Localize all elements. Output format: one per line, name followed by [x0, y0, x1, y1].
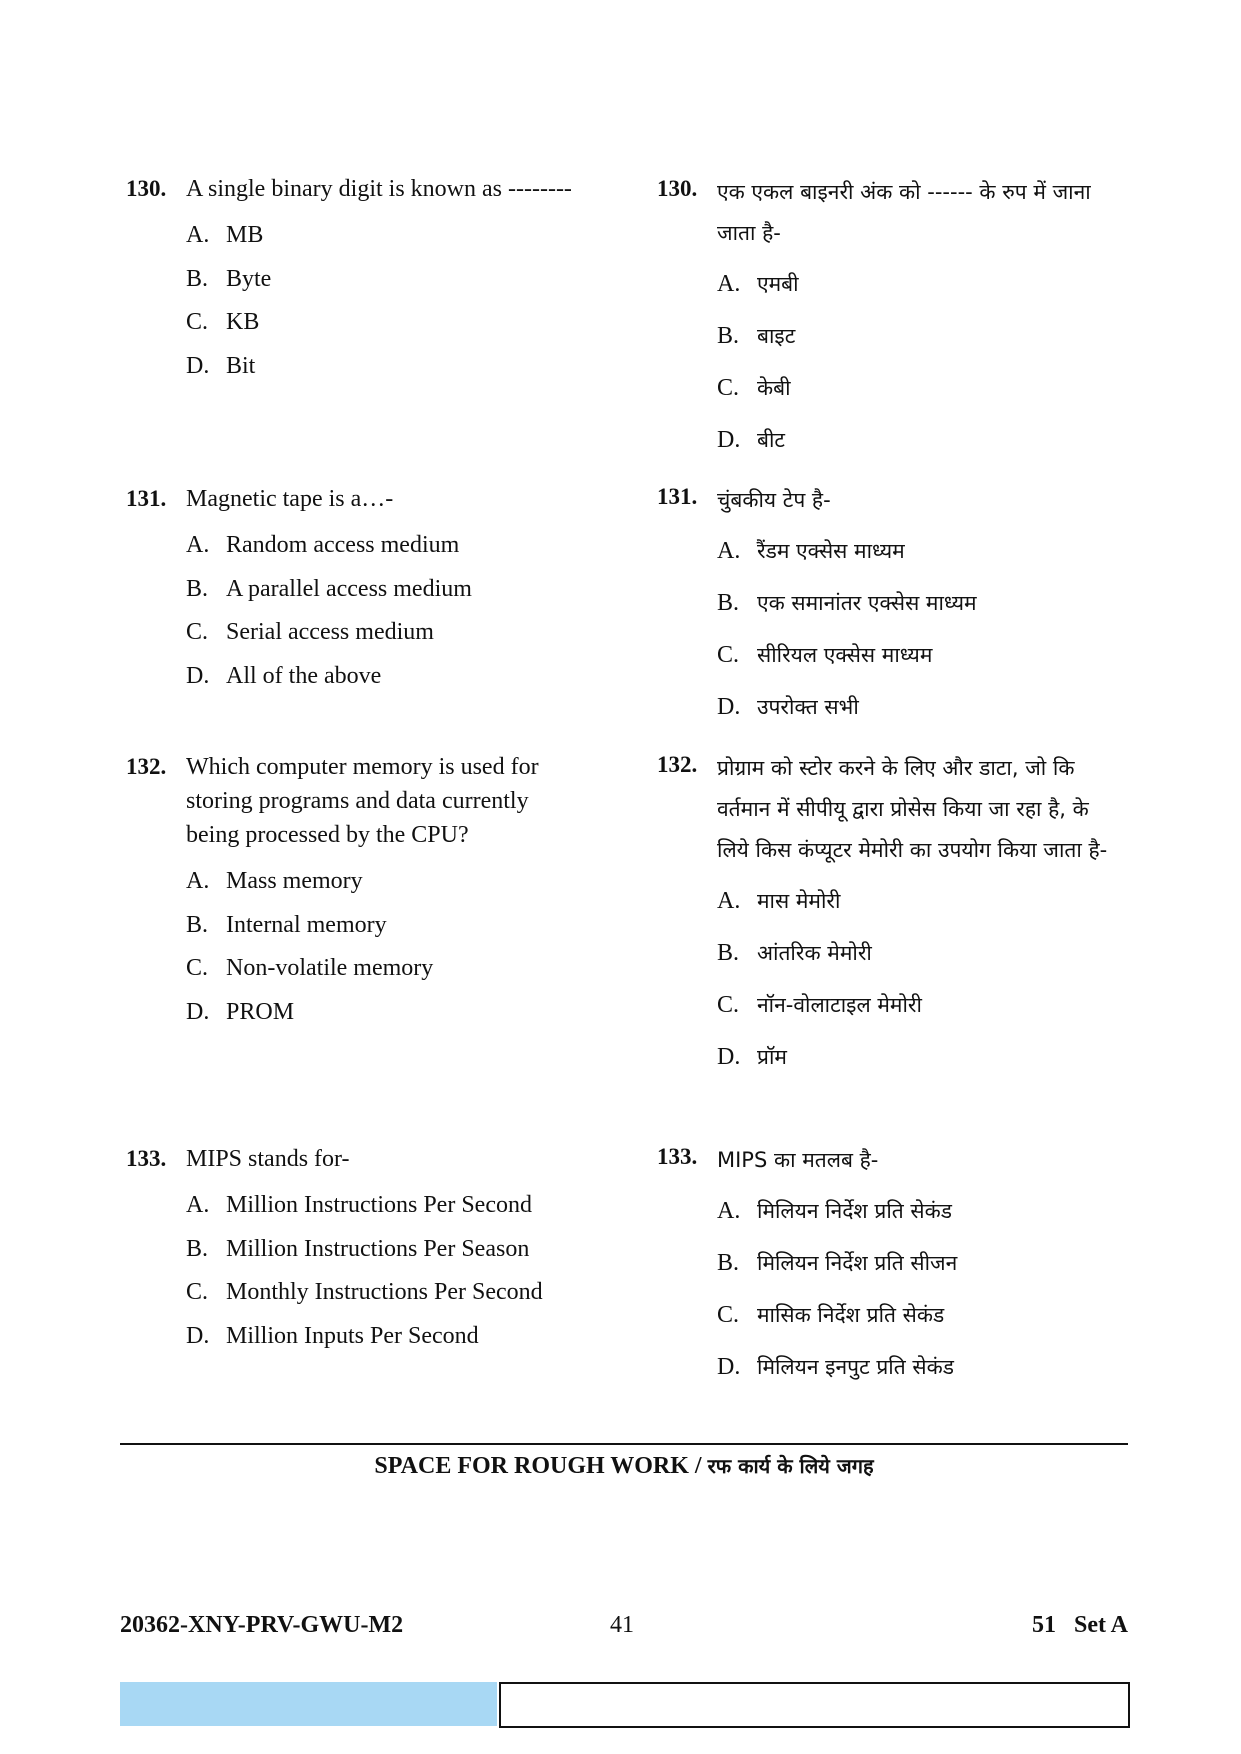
answer-box: [499, 1682, 1130, 1728]
page-number: 41: [610, 1612, 634, 1638]
option-c: C. Non-volatile memory: [186, 955, 434, 981]
question-text: A single binary digit is known as --------: [186, 176, 572, 202]
option-c: C. KB: [186, 309, 260, 335]
question-133-en: [126, 1142, 646, 1358]
question-number: 132.: [657, 752, 698, 777]
option-a: A. एमबी: [717, 271, 799, 297]
option-b: B. Byte: [186, 265, 272, 292]
question-text: MIPS का मतलब है-: [717, 1148, 879, 1172]
option-c: C. सीरियल एक्सेस माध्यम: [717, 642, 933, 668]
question-text: Magnetic tape is a…-: [186, 486, 394, 512]
question-text: Which computer memory is used for storing programs and data currently being processed by the CPU?: [186, 754, 539, 848]
question-131-en: [126, 482, 646, 698]
question-text: एक एकल बाइनरी अंक को ------ के रुप में जाना जाता है-: [717, 180, 1091, 245]
option-c: C. मासिक निर्देश प्रति सेकंड: [717, 1302, 945, 1328]
question-text: MIPS stands for-: [186, 1146, 350, 1172]
set-label: 51 Set A: [1032, 1612, 1128, 1638]
option-a: A. मिलियन निर्देश प्रति सेकंड: [717, 1198, 952, 1224]
option-a: A. Random access medium: [186, 532, 460, 558]
option-a: A. मास मेमोरी: [717, 888, 841, 914]
question-number: 131.: [657, 484, 698, 509]
option-b: B. बाइट: [717, 323, 796, 349]
question-133-hi: [657, 1140, 1137, 1393]
option-b: B. Million Instructions Per Season: [186, 1235, 530, 1262]
option-d: D. बीट: [717, 427, 786, 453]
option-a: A. Mass memory: [186, 868, 363, 894]
question-132-en: [126, 750, 646, 1034]
option-a: A. Million Instructions Per Second: [186, 1192, 532, 1218]
option-a: A. रैंडम एक्सेस माध्यम: [717, 538, 905, 564]
question-130-hi: [657, 172, 1137, 466]
option-c: C. Serial access medium: [186, 619, 434, 645]
option-d: D. Bit: [186, 352, 256, 379]
question-130-en: [126, 172, 646, 388]
rough-work-divider: [120, 1443, 1128, 1445]
option-a: A. MB: [186, 222, 264, 248]
question-number: 132.: [126, 754, 167, 779]
option-b: B. एक समानांतर एक्सेस माध्यम: [717, 590, 977, 616]
question-132-hi: [657, 748, 1137, 1083]
option-b: B. Internal memory: [186, 911, 387, 938]
paper-code: 20362-XNY-PRV-GWU-M2: [120, 1612, 404, 1638]
option-b: B. आंतरिक मेमोरी: [717, 940, 872, 966]
option-b: B. A parallel access medium: [186, 575, 472, 602]
option-d: D. उपरोक्त सभी: [717, 694, 859, 720]
option-c: C. केबी: [717, 375, 791, 401]
question-131-hi: [657, 480, 1137, 733]
question-number: 130.: [657, 176, 698, 201]
question-number: 133.: [126, 1146, 167, 1171]
question-number: 131.: [126, 486, 167, 511]
question-number: 130.: [126, 176, 167, 201]
question-text: चुंबकीय टेप है-: [717, 488, 831, 512]
rough-work-heading: SPACE FOR ROUGH WORK / रफ कार्य के लिये जगह: [374, 1453, 874, 1479]
option-c: C. नॉन-वोलाटाइल मेमोरी: [717, 992, 922, 1018]
option-d: D. Million Inputs Per Second: [186, 1322, 479, 1349]
option-d: D. PROM: [186, 998, 295, 1025]
option-b: B. मिलियन निर्देश प्रति सीजन: [717, 1250, 958, 1276]
option-c: C. Monthly Instructions Per Second: [186, 1279, 543, 1305]
option-d: D. प्रॉम: [717, 1044, 787, 1070]
blue-bar: [120, 1682, 497, 1726]
option-d: D. मिलियन इनपुट प्रति सेकंड: [717, 1354, 954, 1380]
question-number: 133.: [657, 1144, 698, 1169]
option-d: D. All of the above: [186, 662, 382, 689]
question-text: प्रोग्राम को स्टोर करने के लिए और डाटा, जो कि वर्तमान में सीपीयू द्वारा प्रोसेस किया जा रहा है, के लिये किस कंप्यूटर मेमोरी का उपयोग किया जाता है-: [717, 756, 1108, 862]
